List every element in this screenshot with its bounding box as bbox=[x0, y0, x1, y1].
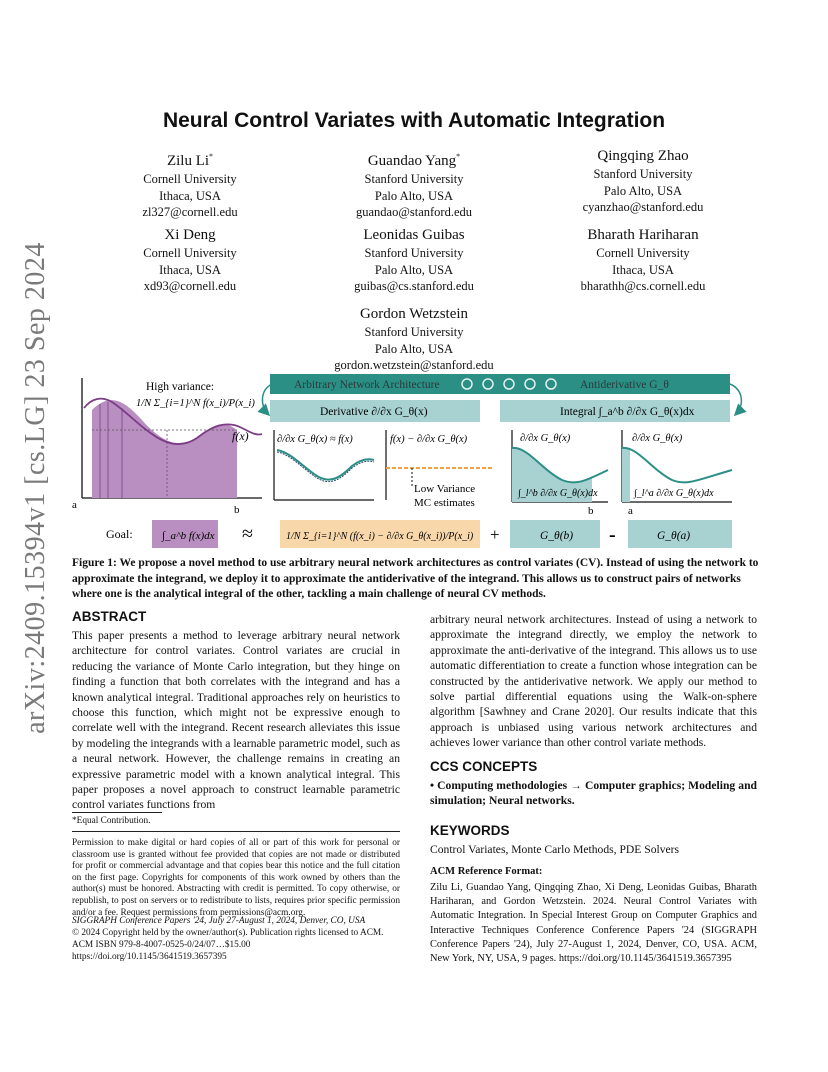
panel-integral-b bbox=[512, 430, 608, 517]
figure-caption: Figure 1: We propose a novel method to use arbitrary neural network architectures as control variates (CV). Instead of using the network to approximate the integrand, we deploy it to approximate the antiderivative of the integrand. This allows us to construct pairs of networks where one is the analytical integral of the other, tackling a main challenge of neural CV methods. bbox=[72, 557, 759, 600]
author-location: Palo Alto, USA bbox=[603, 183, 683, 198]
author-block bbox=[75, 147, 305, 221]
antiderivative-label: Antiderivative G_θ bbox=[580, 379, 669, 391]
author-name: Gordon Wetzstein bbox=[359, 306, 469, 322]
panel5-label: ∂/∂x G_θ(x) bbox=[632, 433, 683, 444]
author-name: Zilu Li bbox=[166, 153, 210, 169]
author-email: cyanzhao@stanford.edu bbox=[582, 200, 704, 214]
approx-sign: ≈ bbox=[242, 523, 253, 545]
keywords-text: Control Variates, Monte Carlo Methods, PDE Solvers bbox=[430, 843, 680, 856]
goal-sum: 1/N Σ_{i=1}^N (f(x_i) − ∂/∂x G_θ(x_i))/P(x_i) bbox=[286, 531, 474, 542]
label-a2: a bbox=[628, 505, 633, 517]
figure-1 bbox=[72, 368, 762, 552]
author-affiliation: Stanford University bbox=[364, 325, 464, 339]
author-name: Xi Deng bbox=[164, 227, 216, 243]
panel3-label: f(x) − ∂/∂x G_θ(x) bbox=[390, 434, 468, 445]
integral-area bbox=[92, 400, 237, 498]
author-block bbox=[299, 226, 529, 295]
high-variance-label: High variance: bbox=[146, 381, 215, 393]
panel5-integral: ∫_l^a ∂/∂x G_θ(x)dx bbox=[634, 488, 714, 499]
arxiv-stamp-text: arXiv:2409.15394v1 [cs.LG] 23 Sep 2024 bbox=[20, 242, 51, 734]
high-variance-formula: 1/N Σ_{i=1}^N f(x_i)/P(x_i) bbox=[136, 398, 255, 409]
author-affiliation: Cornell University bbox=[143, 246, 237, 260]
paper-title: Neural Control Variates with Automatic Integration bbox=[162, 109, 666, 132]
author-affiliation: Cornell University bbox=[143, 172, 237, 186]
author-name: Guandao Yang bbox=[367, 153, 457, 169]
low-variance-label: Low Variance bbox=[414, 483, 476, 495]
author-mark: * bbox=[456, 152, 461, 161]
permission-rule bbox=[72, 831, 400, 832]
author-location: Palo Alto, USA bbox=[374, 188, 454, 203]
author-block bbox=[528, 147, 758, 216]
minus-sign: - bbox=[609, 524, 616, 546]
author-affiliation: Stanford University bbox=[364, 172, 464, 186]
footnote: *Equal Contribution. bbox=[72, 816, 151, 826]
integral-area-a bbox=[622, 448, 630, 502]
mc-estimates-label: MC estimates bbox=[414, 497, 475, 509]
isbn-line: ACM ISBN 979-8-4007-0525-0/24/07…$15.00 bbox=[72, 940, 251, 950]
acm-ref-text: Zilu Li, Guandao Yang, Qingqing Zhao, Xi Deng, Leonidas Guibas, Bharath Hariharan, and Gordon Wetzstein. 2024. Neural Control Variates with Automatic Integration. In Special Interest Group on Computer Graphics and Interactive Techniques Conference Conference Papers '24 (SIGGRAPH Conference Papers '24), July 27-August 1, 2024, Denver, CO, USA. ACM, New York, NY, USA, 9 pages. https://doi.org/10.1145/3641519.3657395 bbox=[430, 882, 757, 965]
derivative-label: Derivative ∂/∂x G_θ(x) bbox=[320, 406, 428, 418]
label-a: a bbox=[72, 499, 77, 511]
panel4-integral: ∫_l^b ∂/∂x G_θ(x)dx bbox=[518, 488, 598, 499]
ccs-text: • Computing methodologies → Computer graphics; Modeling and simulation; Neural networks. bbox=[430, 779, 757, 808]
abstract-left: This paper presents a method to leverage arbitrary neural network architecture for control variates. Control variates are crucial in reducing the variance of Monte Carlo integration, but they hinge on finding a function that both correlates with the integrand and has a known analytical integral. Traditional approaches rely on heuristics to choose this function, which might not be expressive enough to correlate well with the integrand. Recent research alleviates this issue by modeling the integrands with a learnable parametric model, such as a neural network. However, the challenge remains in creating an expressive parametric model with a known analytical integral. This paper proposes a novel approach to construct learnable parametric control variates functions from bbox=[72, 629, 400, 812]
permission-text: Permission to make digital or hard copies of all or part of this work for personal or classroom use is granted without fee provided that copies are not made or distributed for profit or commercial advantage and that copies bear this notice and the full citation on the first page. Copyrights for components of this work owned by others than the author(s) must be honored. Abstracting with credit is permitted. To copy otherwise, or republish, to post on servers or to redistribute to lists, requires prior specific permission and/or a fee. Request permissions from permissions@acm.org. bbox=[72, 838, 400, 918]
author-name: Bharath Hariharan bbox=[587, 227, 699, 243]
author-affiliation: Stanford University bbox=[364, 246, 464, 260]
author-email: guibas@cs.stanford.edu bbox=[354, 279, 474, 293]
author-mark: * bbox=[209, 152, 214, 161]
author-name: Qingqing Zhao bbox=[597, 148, 689, 164]
author-email: bharathh@cs.cornell.edu bbox=[580, 279, 706, 293]
label-b: b bbox=[234, 504, 240, 516]
author-email: zl327@cornell.edu bbox=[142, 205, 238, 219]
author-location: Palo Alto, USA bbox=[374, 341, 454, 356]
acm-ref-heading: ACM Reference Format: bbox=[430, 866, 543, 877]
panel-high-variance bbox=[72, 378, 262, 516]
author-email: xd93@cornell.edu bbox=[143, 279, 237, 293]
author-block bbox=[299, 305, 529, 374]
plus-sign: + bbox=[490, 525, 500, 544]
author-location: Ithaca, USA bbox=[159, 262, 221, 277]
g-b: G_θ(b) bbox=[540, 530, 574, 542]
goal-integral: ∫_a^b f(x)dx bbox=[162, 530, 215, 542]
author-block bbox=[528, 226, 758, 295]
conference-line: SIGGRAPH Conference Papers '24, July 27-August 1, 2024, Denver, CO, USA bbox=[72, 916, 366, 926]
panel-residual bbox=[386, 430, 492, 509]
author-block bbox=[299, 147, 529, 221]
doi-line: https://doi.org/10.1145/3641519.3657395 bbox=[72, 952, 227, 962]
author-location: Palo Alto, USA bbox=[374, 262, 454, 277]
abstract-heading: ABSTRACT bbox=[72, 609, 147, 624]
arrow-right bbox=[730, 384, 741, 414]
author-email: gordon.wetzstein@stanford.edu bbox=[334, 358, 494, 372]
author-affiliation: Stanford University bbox=[593, 167, 693, 181]
author-location: Ithaca, USA bbox=[612, 262, 674, 277]
footnote-rule bbox=[72, 812, 162, 813]
abstract-right: arbitrary neural network architectures. Instead of using a network to approximate the integrand directly, we employ the network to approximate the anti-derivative of the integrand. This allows us to use automatic differentiation to create a function whose integration can be constructed by the antiderivative network. We apply our method to solve partial differential equations using the Walk-on-sphere algorithm [Sawhney and Crane 2020]. Our results indicate that this approach is unbiased using various network architectures and achieves lower variance than other control variate methods. bbox=[430, 613, 757, 750]
copyright-line: © 2024 Copyright held by the owner/author(s). Publication rights licensed to ACM. bbox=[72, 928, 384, 938]
architecture-label: Arbitrary Network Architecture bbox=[294, 379, 440, 391]
panel2-label: ∂/∂x G_θ(x) ≈ f(x) bbox=[277, 434, 353, 445]
label-b2: b bbox=[588, 505, 594, 517]
author-affiliation: Cornell University bbox=[596, 246, 690, 260]
panel4-label: ∂/∂x G_θ(x) bbox=[520, 433, 571, 444]
panel-derivative-fit bbox=[274, 430, 374, 500]
author-location: Ithaca, USA bbox=[159, 188, 221, 203]
arxiv-stamp bbox=[16, 242, 56, 734]
panel-integral-a bbox=[622, 430, 732, 517]
ccs-heading: CCS CONCEPTS bbox=[430, 759, 538, 774]
fx-label: f(x) bbox=[232, 429, 249, 443]
keywords-heading: KEYWORDS bbox=[430, 823, 510, 838]
integral-label: Integral ∫_a^b ∂/∂x G_θ(x)dx bbox=[560, 406, 695, 418]
author-name: Leonidas Guibas bbox=[363, 227, 465, 243]
author-email: guandao@stanford.edu bbox=[356, 205, 472, 219]
goal-label: Goal: bbox=[106, 527, 133, 541]
author-block bbox=[75, 226, 305, 295]
g-a: G_θ(a) bbox=[657, 530, 691, 542]
derivative-curve bbox=[277, 450, 374, 480]
